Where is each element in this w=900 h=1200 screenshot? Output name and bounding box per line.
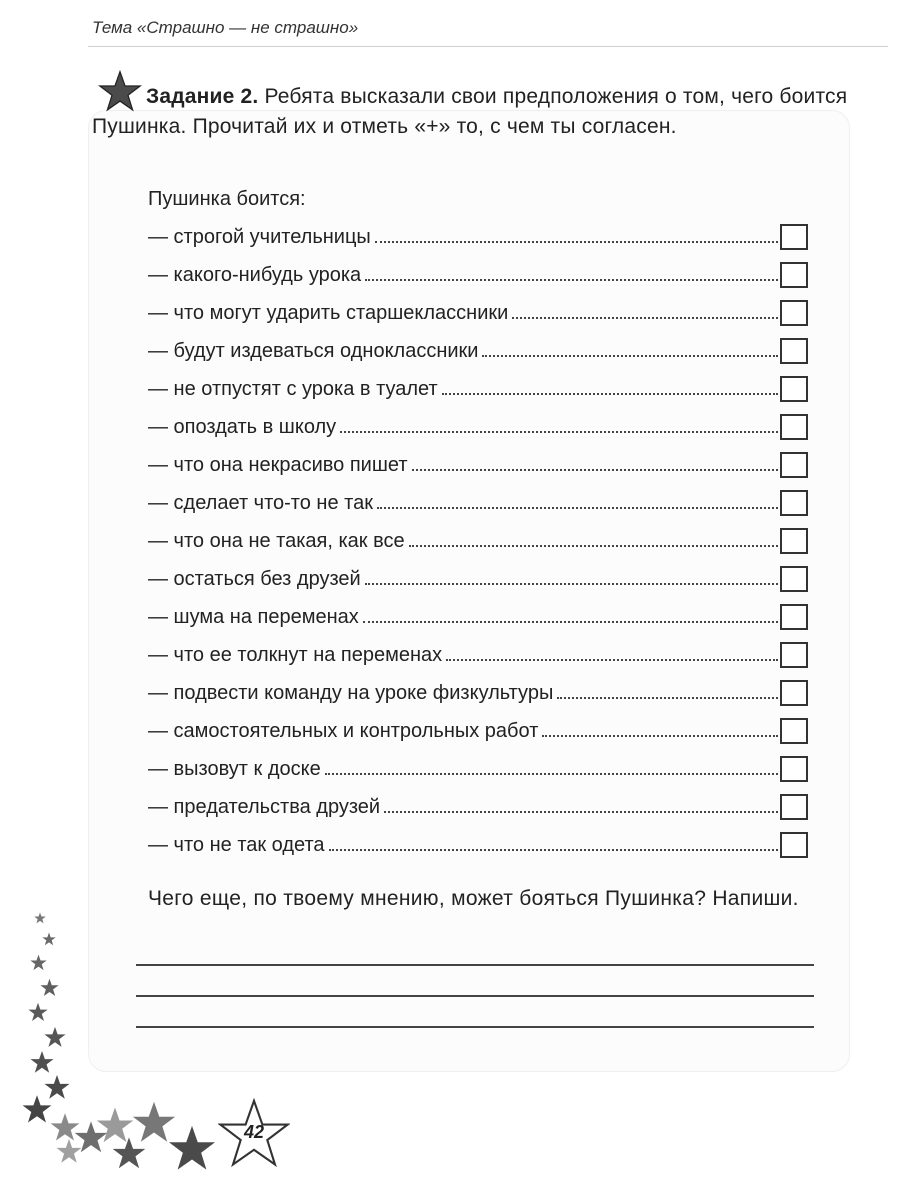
agree-checkbox[interactable] bbox=[780, 756, 808, 782]
agree-checkbox[interactable] bbox=[780, 680, 808, 706]
dot-leader bbox=[542, 734, 778, 737]
dot-leader bbox=[384, 810, 778, 813]
task-instruction bbox=[92, 82, 852, 142]
fear-item-label: — будут издеваться одноклассники bbox=[148, 339, 479, 362]
agree-checkbox[interactable] bbox=[780, 794, 808, 820]
star-icon bbox=[133, 1102, 175, 1142]
open-question: Чего еще, по твоему мнению, может бояться Пушинка? Напиши. bbox=[148, 887, 799, 910]
task-label: Задание 2. bbox=[146, 85, 259, 108]
dot-leader bbox=[512, 316, 778, 319]
dot-leader bbox=[446, 658, 778, 661]
fear-item-label: — что не так одета bbox=[148, 833, 325, 856]
dot-leader bbox=[482, 354, 778, 357]
dot-leader bbox=[365, 582, 778, 585]
agree-checkbox[interactable] bbox=[780, 566, 808, 592]
fear-item bbox=[148, 256, 808, 294]
fear-item bbox=[148, 826, 808, 864]
fear-item-label: — не отпустят с урока в туалет bbox=[148, 377, 438, 400]
star-icon bbox=[30, 955, 46, 970]
fear-item-label: — опоздать в школу bbox=[148, 415, 337, 438]
fear-item bbox=[148, 332, 808, 370]
fear-item-label: — шума на переменах bbox=[148, 605, 359, 628]
fear-item bbox=[148, 636, 808, 674]
fear-item bbox=[148, 674, 808, 712]
agree-checkbox[interactable] bbox=[780, 338, 808, 364]
agree-checkbox[interactable] bbox=[780, 452, 808, 478]
agree-checkbox[interactable] bbox=[780, 300, 808, 326]
dot-leader bbox=[557, 696, 778, 699]
agree-checkbox[interactable] bbox=[780, 262, 808, 288]
fear-item bbox=[148, 446, 808, 484]
fear-item bbox=[148, 408, 808, 446]
star-icon bbox=[45, 1075, 70, 1099]
dot-leader bbox=[442, 392, 778, 395]
dot-leader bbox=[409, 544, 778, 547]
fear-item-label: — строгой учительницы bbox=[148, 225, 371, 248]
star-icon bbox=[57, 1139, 82, 1163]
fear-item-label: — что ее толкнут на переменах bbox=[148, 643, 443, 666]
agree-checkbox[interactable] bbox=[780, 224, 808, 250]
agree-checkbox[interactable] bbox=[780, 718, 808, 744]
star-icon bbox=[44, 1027, 65, 1047]
fear-item-label: — предательства друзей bbox=[148, 795, 381, 818]
fear-item bbox=[148, 712, 808, 750]
fear-item bbox=[148, 370, 808, 408]
dot-leader bbox=[377, 506, 778, 509]
agree-checkbox[interactable] bbox=[780, 832, 808, 858]
fear-item-label: — вызовут к доске bbox=[148, 757, 321, 780]
fear-item bbox=[148, 598, 808, 636]
task-body: Ребята высказали свои предположения о том, чего боится Пушинка. Прочитай их и отметь «+» то, с чем ты согласен. bbox=[92, 85, 848, 138]
fear-list bbox=[148, 218, 808, 864]
dot-leader bbox=[325, 772, 778, 775]
dot-leader bbox=[340, 430, 778, 433]
star-icon bbox=[51, 1113, 80, 1140]
dot-leader bbox=[363, 620, 778, 623]
agree-checkbox[interactable] bbox=[780, 376, 808, 402]
fear-item-label: — какого-нибудь урока bbox=[148, 263, 362, 286]
dot-leader bbox=[365, 278, 778, 281]
star-icon bbox=[97, 1108, 133, 1143]
fear-item-label: — подвести команду на уроке физкультуры bbox=[148, 681, 554, 704]
dot-leader bbox=[329, 848, 778, 851]
star-icon bbox=[34, 912, 46, 923]
dot-leader bbox=[412, 468, 778, 471]
page-header-title: Тема «Страшно — не страшно» bbox=[92, 18, 359, 37]
agree-checkbox[interactable] bbox=[780, 642, 808, 668]
fear-item bbox=[148, 294, 808, 332]
star-icon bbox=[75, 1121, 108, 1152]
fear-item-label: — сделает что-то не так bbox=[148, 491, 373, 514]
fear-item bbox=[148, 788, 808, 826]
fear-item bbox=[148, 560, 808, 598]
dot-leader bbox=[375, 240, 778, 243]
list-intro: Пушинка боится: bbox=[148, 188, 306, 210]
star-icon bbox=[28, 1003, 47, 1021]
star-icon bbox=[113, 1137, 146, 1168]
fear-item-label: — что могут ударить старшеклассники bbox=[148, 301, 509, 324]
star-icon bbox=[30, 1051, 53, 1073]
page-number: 42 bbox=[243, 1122, 265, 1142]
agree-checkbox[interactable] bbox=[780, 528, 808, 554]
star-icon bbox=[23, 1095, 52, 1122]
agree-checkbox[interactable] bbox=[780, 604, 808, 630]
fear-item-label: — остаться без друзей bbox=[148, 567, 361, 590]
fear-item-label: — что она некрасиво пишет bbox=[148, 453, 408, 476]
star-icon bbox=[40, 979, 58, 996]
agree-checkbox[interactable] bbox=[780, 490, 808, 516]
fear-item bbox=[148, 750, 808, 788]
star-icon bbox=[42, 933, 55, 946]
fear-item bbox=[148, 522, 808, 560]
header-divider bbox=[88, 46, 888, 47]
fear-item bbox=[148, 484, 808, 522]
fear-item-label: — что она не такая, как все bbox=[148, 529, 405, 552]
fear-item-label: — самостоятельных и контрольных работ bbox=[148, 719, 539, 742]
agree-checkbox[interactable] bbox=[780, 414, 808, 440]
star-icon bbox=[169, 1126, 215, 1170]
fear-item bbox=[148, 218, 808, 256]
